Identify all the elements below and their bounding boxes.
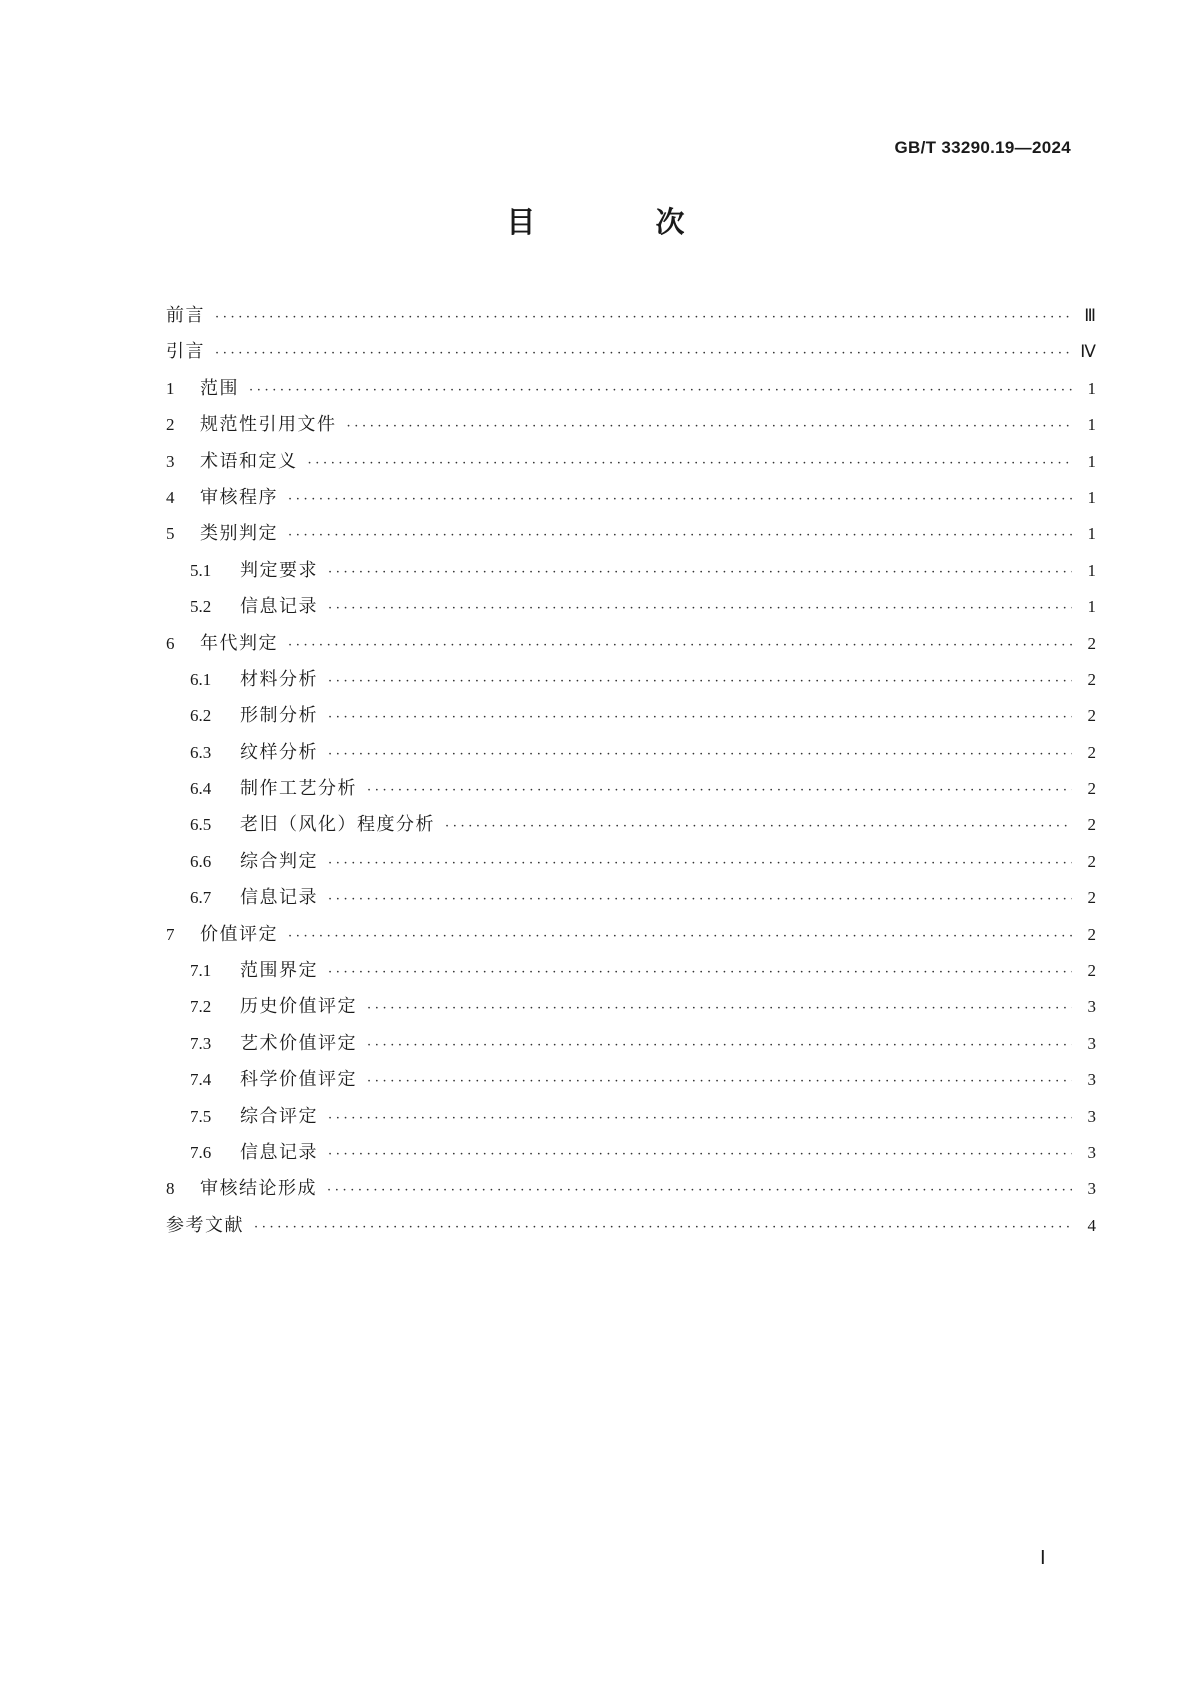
toc-entry-number: 3 <box>166 451 175 471</box>
toc-entry-label: 范围 <box>200 377 239 399</box>
toc-entry[interactable] <box>166 483 1096 519</box>
toc-leader-dots <box>249 383 1072 398</box>
toc-entry-page: 1 <box>1087 415 1096 435</box>
toc-entry-label: 审核结论形成 <box>200 1178 317 1200</box>
toc-entry[interactable] <box>166 992 1096 1028</box>
toc-entry-number: 6.2 <box>190 706 212 726</box>
toc-entry-page: 2 <box>1087 815 1096 835</box>
toc-entry[interactable] <box>166 665 1096 701</box>
toc-entry[interactable] <box>166 337 1096 373</box>
toc-leader-dots <box>328 892 1072 907</box>
toc-leader-dots <box>328 747 1072 762</box>
toc-entry-number: 8 <box>166 1179 175 1199</box>
toc-entry-page: 1 <box>1087 487 1096 507</box>
toc-entry-page: 2 <box>1087 669 1096 689</box>
toc-entry-label: 材料分析 <box>240 668 318 690</box>
toc-entry-label: 信息记录 <box>240 596 318 618</box>
toc-entry[interactable] <box>166 447 1096 483</box>
toc-entry[interactable] <box>166 629 1096 665</box>
toc-entry-number: 5.1 <box>190 560 212 580</box>
toc-entry-page: 3 <box>1087 1106 1096 1126</box>
toc-entry-number: 7.3 <box>190 1033 212 1053</box>
toc-entry[interactable] <box>166 519 1096 555</box>
toc-entry-label: 范围界定 <box>240 960 318 982</box>
toc-entry[interactable] <box>166 738 1096 774</box>
toc-entry-page: 2 <box>1087 706 1096 726</box>
toc-entry[interactable] <box>166 1029 1096 1065</box>
toc-entry-number: 5.2 <box>190 597 212 617</box>
toc-entry-label: 规范性引用文件 <box>200 414 337 436</box>
toc-leader-dots <box>367 1074 1072 1089</box>
toc-entry-page: 2 <box>1087 742 1096 762</box>
toc-entry-number: 7.2 <box>190 997 212 1017</box>
toc-leader-dots <box>215 310 1072 325</box>
toc-entry-page: 2 <box>1087 888 1096 908</box>
toc-entry-label: 纹样分析 <box>240 741 318 763</box>
toc-leader-dots <box>328 565 1072 580</box>
toc-entry-label: 类别判定 <box>200 523 278 545</box>
toc-leader-dots <box>215 346 1072 361</box>
toc-entry-number: 7.6 <box>190 1142 212 1162</box>
toc-entry-label: 综合判定 <box>240 850 318 872</box>
toc-entry-page: 1 <box>1087 524 1096 544</box>
toc-leader-dots <box>328 674 1072 689</box>
toc-leader-dots <box>328 1111 1072 1126</box>
toc-entry[interactable] <box>166 883 1096 919</box>
table-of-contents <box>166 301 1096 1247</box>
toc-entry-page: 3 <box>1087 1179 1096 1199</box>
toc-entry-page: 1 <box>1087 597 1096 617</box>
toc-entry-label: 年代判定 <box>200 632 278 654</box>
toc-entry[interactable] <box>166 701 1096 737</box>
toc-entry-label: 科学价值评定 <box>240 1069 357 1091</box>
toc-entry-page: 3 <box>1087 997 1096 1017</box>
toc-entry[interactable] <box>166 1065 1096 1101</box>
toc-leader-dots <box>328 710 1072 725</box>
toc-entry-label: 审核程序 <box>200 486 278 508</box>
toc-entry[interactable] <box>166 1102 1096 1138</box>
toc-entry-label: 引言 <box>166 341 205 363</box>
toc-entry-page: 3 <box>1087 1142 1096 1162</box>
toc-entry-page: 3 <box>1087 1033 1096 1053</box>
toc-entry-number: 6.3 <box>190 742 212 762</box>
toc-entry-page: 2 <box>1087 779 1096 799</box>
toc-entry-number: 7 <box>166 924 175 944</box>
toc-entry-number: 7.1 <box>190 961 212 981</box>
toc-entry-page: Ⅲ <box>1084 306 1096 325</box>
toc-entry-page: 2 <box>1087 961 1096 981</box>
toc-entry[interactable] <box>166 847 1096 883</box>
toc-leader-dots <box>327 1183 1072 1198</box>
toc-leader-dots <box>347 419 1073 434</box>
toc-leader-dots <box>288 492 1072 507</box>
toc-leader-dots <box>367 1038 1072 1053</box>
title-char-1: 目 <box>506 205 536 239</box>
page-number: Ⅰ <box>1040 1548 1046 1569</box>
toc-entry-number: 4 <box>166 487 175 507</box>
toc-entry-label: 前言 <box>166 305 205 326</box>
toc-leader-dots <box>308 456 1073 471</box>
toc-entry[interactable] <box>166 556 1096 592</box>
title-char-2: 次 <box>655 205 685 239</box>
toc-entry-number: 7.5 <box>190 1106 212 1126</box>
toc-entry-page: 2 <box>1087 633 1096 653</box>
toc-entry-label: 老旧（风化）程度分析 <box>240 814 435 836</box>
toc-entry-label: 术语和定义 <box>200 450 298 472</box>
toc-leader-dots <box>288 929 1072 944</box>
toc-entry-page: Ⅳ <box>1080 342 1096 362</box>
toc-leader-dots <box>445 819 1072 834</box>
toc-entry-number: 6.7 <box>190 888 212 908</box>
toc-entry-label: 信息记录 <box>240 887 318 909</box>
toc-entry-number: 6.5 <box>190 815 212 835</box>
toc-entry-label: 综合评定 <box>240 1105 318 1127</box>
toc-leader-dots <box>288 528 1072 543</box>
toc-entry-label: 制作工艺分析 <box>240 778 357 800</box>
toc-entry[interactable] <box>166 920 1096 956</box>
standard-code: GB/T 33290.19—2024 <box>894 138 1071 157</box>
toc-leader-dots <box>328 601 1072 616</box>
toc-entry-number: 2 <box>166 415 175 435</box>
toc-entry[interactable] <box>166 1211 1096 1247</box>
page-title <box>0 200 1191 241</box>
toc-entry-label: 艺术价值评定 <box>240 1032 357 1054</box>
toc-leader-dots <box>328 965 1072 980</box>
toc-leader-dots <box>288 638 1072 653</box>
toc-entry-page: 4 <box>1087 1215 1096 1235</box>
toc-leader-dots <box>328 1147 1072 1162</box>
toc-entry-number: 5 <box>166 524 175 544</box>
toc-entry-page: 1 <box>1087 378 1096 398</box>
toc-leader-dots <box>254 1220 1072 1235</box>
toc-entry-page: 1 <box>1087 451 1096 471</box>
toc-entry-label: 信息记录 <box>240 1141 318 1163</box>
toc-entry[interactable] <box>166 592 1096 628</box>
toc-entry-number: 6 <box>166 633 175 653</box>
toc-entry[interactable] <box>166 956 1096 992</box>
toc-entry-label: 形制分析 <box>240 705 318 727</box>
toc-entry[interactable] <box>166 374 1096 410</box>
toc-entry[interactable] <box>166 1174 1096 1210</box>
toc-entry-label: 判定要求 <box>240 559 318 581</box>
toc-entry-page: 1 <box>1087 560 1096 580</box>
toc-entry-number: 6.6 <box>190 851 212 871</box>
toc-leader-dots <box>367 783 1072 798</box>
toc-entry-number: 6.1 <box>190 669 212 689</box>
toc-leader-dots <box>328 856 1072 871</box>
toc-entry-label: 价值评定 <box>200 923 278 945</box>
toc-entry[interactable] <box>166 410 1096 446</box>
toc-entry[interactable] <box>166 774 1096 810</box>
toc-entry-label: 参考文献 <box>166 1214 244 1236</box>
toc-entry-number: 6.4 <box>190 779 212 799</box>
toc-entry-page: 2 <box>1087 924 1096 944</box>
toc-entry[interactable] <box>166 1138 1096 1174</box>
toc-entry-page: 3 <box>1087 1070 1096 1090</box>
toc-entry[interactable] <box>166 810 1096 846</box>
toc-entry-number: 7.4 <box>190 1070 212 1090</box>
toc-leader-dots <box>367 1001 1072 1016</box>
toc-entry-page: 2 <box>1087 851 1096 871</box>
toc-entry-label: 历史价值评定 <box>240 996 357 1018</box>
toc-entry[interactable] <box>166 301 1096 337</box>
toc-entry-number: 1 <box>166 378 175 398</box>
